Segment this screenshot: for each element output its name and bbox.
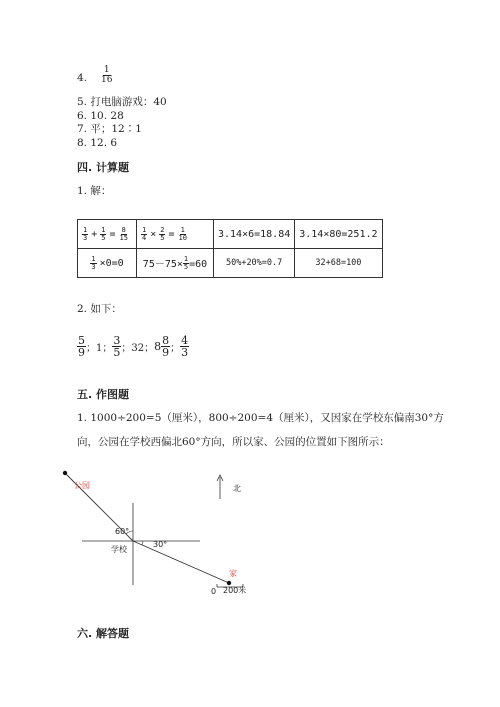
fraction-denominator: 5 xyxy=(160,233,165,242)
table-cell xyxy=(78,249,137,278)
school-label: 学校 xyxy=(111,545,127,554)
fraction-denominator: 9 xyxy=(78,346,85,359)
table-row xyxy=(78,220,383,249)
table-cell xyxy=(78,220,137,249)
question-1-label: 1. 解： xyxy=(77,185,112,197)
fraction-numerator: 1 xyxy=(101,225,106,234)
fraction-numerator: 3 xyxy=(113,334,121,347)
table-cell: 3.14×80=251.2 xyxy=(295,220,382,249)
operator: = xyxy=(168,229,175,240)
fraction-denominator: 3 xyxy=(181,346,189,359)
park-label: 公园 xyxy=(74,481,90,490)
question-2-answers xyxy=(77,335,189,358)
fraction-numerator: 1 xyxy=(83,225,88,234)
question-2-label: 2. 如下： xyxy=(77,303,122,315)
school-to-home-line xyxy=(133,541,229,583)
fraction-denominator: 3 xyxy=(83,233,88,242)
fraction-numerator: 8 xyxy=(121,225,126,234)
section-6-title: 六. 解答题 xyxy=(77,627,130,640)
fraction-numerator: 1 xyxy=(103,65,110,75)
expression-text: ×0=0 xyxy=(99,258,124,269)
answer-4-fraction xyxy=(100,65,113,85)
fraction-numerator: 1 xyxy=(183,255,189,264)
fraction-numerator: 1 xyxy=(180,225,185,234)
angle-30-label: 30° xyxy=(153,540,168,549)
fraction-numerator: 4 xyxy=(181,334,189,347)
answer-4-label: 4. xyxy=(77,72,88,84)
table-cell: 32+68=100 xyxy=(295,249,382,278)
table-row xyxy=(78,249,383,278)
fraction-denominator: 5 xyxy=(113,346,121,359)
fraction-denominator: 5 xyxy=(183,263,189,272)
operator: + xyxy=(91,229,98,240)
fraction-numerator: 1 xyxy=(91,254,96,263)
fraction-numerator: 8 xyxy=(162,334,170,347)
expression-text: =60 xyxy=(189,258,208,270)
fraction-numerator: 1 xyxy=(142,225,147,234)
north-label: 北 xyxy=(233,484,241,493)
scale-zero-label: 0 xyxy=(211,587,217,596)
calculation-table xyxy=(77,219,383,278)
fraction-denominator: 5 xyxy=(101,233,106,242)
scale-unit-label: 200米 xyxy=(223,586,247,595)
answer-6: 6. 10. 28 xyxy=(77,110,124,122)
table-cell xyxy=(137,249,214,278)
section-4-title: 四. 计算题 xyxy=(77,161,130,174)
fraction-denominator: 10 xyxy=(178,233,187,242)
answer-5: 5. 打电脑游戏：40 xyxy=(77,96,167,108)
section-5-text-line-1: 1. 1000÷200=5（厘米），800÷200=4（厘米），又因家在学校东偏南30°方 xyxy=(77,412,444,424)
expression-text: 75－75× xyxy=(142,258,183,270)
park-point xyxy=(63,471,67,475)
fraction-denominator: 3 xyxy=(91,262,96,271)
home-label: 家 xyxy=(229,569,237,578)
direction-figure xyxy=(60,465,280,605)
angle-30-arc xyxy=(142,541,143,545)
separator: ；32； xyxy=(121,343,155,354)
answer-7: 7. 平；12∶1 xyxy=(77,123,142,135)
section-5-title: 五. 作图题 xyxy=(77,388,130,401)
operator: × xyxy=(150,229,157,240)
fraction-denominator: 4 xyxy=(142,233,147,242)
whole-number: 8 xyxy=(154,340,162,353)
fraction-denominator: 9 xyxy=(162,346,170,359)
table-cell xyxy=(137,220,214,249)
separator: ；1； xyxy=(86,343,113,354)
fraction-numerator: 5 xyxy=(78,334,85,347)
operator: = xyxy=(109,229,116,240)
section-5-text-line-2: 向，公园在学校西偏北60°方向，所以家、公园的位置如下图所示： xyxy=(77,436,390,448)
answer-8: 8. 12. 6 xyxy=(77,137,118,149)
fraction-denominator: 16 xyxy=(101,75,113,85)
angle-60-label: 60° xyxy=(115,527,130,536)
table-cell: 50%+20%=0.7 xyxy=(214,249,295,278)
fraction-denominator: 15 xyxy=(119,233,128,242)
separator: ； xyxy=(170,343,181,354)
fraction-numerator: 2 xyxy=(160,225,165,234)
table-cell: 3.14×6=18.84 xyxy=(214,220,295,249)
